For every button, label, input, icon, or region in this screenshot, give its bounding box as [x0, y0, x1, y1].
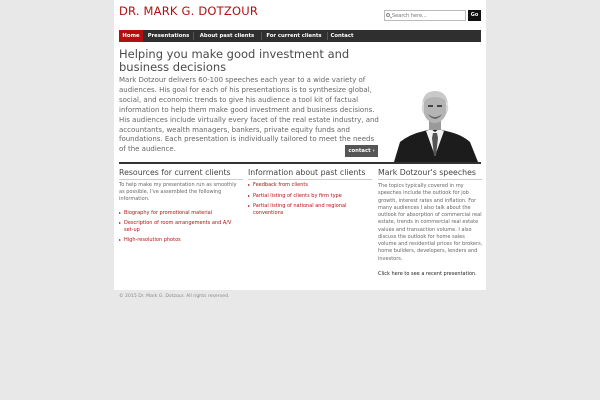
bullet-arrow-icon: [248, 205, 250, 207]
column-rule: [119, 179, 243, 180]
nav-presentations[interactable]: Presentations: [147, 33, 190, 39]
speeches-body: The topics typically covered in my speeches include the outlook for job growth, interest rates and inflation. For many audiences I also talk about the outlook for absorption of commercial real estate, trends in commercial real estate values and transaction volume. I also discuss the outlook for home sales volume and residential prices for brokers, home builders, developers, lenders and investors.: [378, 183, 483, 262]
search-form: [384, 10, 482, 21]
site-title-link[interactable]: DR. MARK G. DOTZOUR: [119, 4, 259, 18]
portrait-photo: [390, 84, 481, 162]
main-nav: [119, 30, 481, 42]
resources-intro: To help make my presentation run as smoothly as possible, I've assembled the following information.: [119, 182, 237, 203]
search-input[interactable]: [384, 10, 466, 21]
speeches-title: Mark Dotzour's speeches: [378, 168, 476, 177]
past-clients-link-feedback[interactable]: Feedback from clients: [253, 182, 308, 188]
footer-copyright: © 2015 Dr. Mark G. Dotzour. All rights reserved.: [119, 294, 230, 299]
resources-title: Resources for current clients: [119, 168, 231, 177]
recent-presentation-link[interactable]: Click here to see a recent presentation.: [378, 271, 477, 277]
nav-home[interactable]: Home: [119, 30, 143, 42]
resources-link-biography[interactable]: Biography for promotional material: [124, 210, 213, 216]
nav-for-current-clients[interactable]: For current clients: [266, 33, 322, 39]
column-rule: [248, 179, 372, 180]
bullet-arrow-icon: [119, 222, 121, 224]
contact-button[interactable]: contact ›: [345, 145, 378, 157]
section-divider: [119, 162, 481, 164]
past-clients-link-conventions[interactable]: Partial listing of national and regional conventions: [253, 203, 347, 217]
bullet-arrow-icon: [248, 184, 250, 186]
bullet-arrow-icon: [119, 239, 121, 241]
resources-link-photos[interactable]: High-resolution photos: [124, 237, 181, 243]
bullet-arrow-icon: [119, 212, 121, 214]
search-go-button[interactable]: Go: [468, 10, 481, 21]
past-clients-link-firm-type[interactable]: Partial listing of clients by firm type: [253, 193, 342, 199]
search-icon: [386, 13, 390, 17]
nav-about-past-clients[interactable]: About past clients: [199, 33, 255, 39]
nav-contact[interactable]: Contact: [330, 33, 354, 39]
column-rule: [378, 179, 482, 180]
page-container: [114, 0, 486, 290]
resources-link-room-arrangements[interactable]: Description of room arrangements and A/V set-up: [124, 220, 232, 234]
bullet-arrow-icon: [248, 195, 250, 197]
past-clients-title: Information about past clients: [248, 168, 366, 177]
hero-body: Mark Dotzour delivers 60-100 speeches each year to a wide variety of audiences. His goal for each of his presentations is to synthesize global, social, and economic trends to give his audience a tool kit of factual information to help them make good investment and business decisions. His audiences include virtually every facet of the real estate industry, and accountants, wealth managers, bankers, private equity funds and foundations. Each presentation is individually tailored to meet the needs of the audience.: [119, 76, 379, 154]
hero-title: Helping you make good investment and business decisions: [119, 47, 350, 74]
